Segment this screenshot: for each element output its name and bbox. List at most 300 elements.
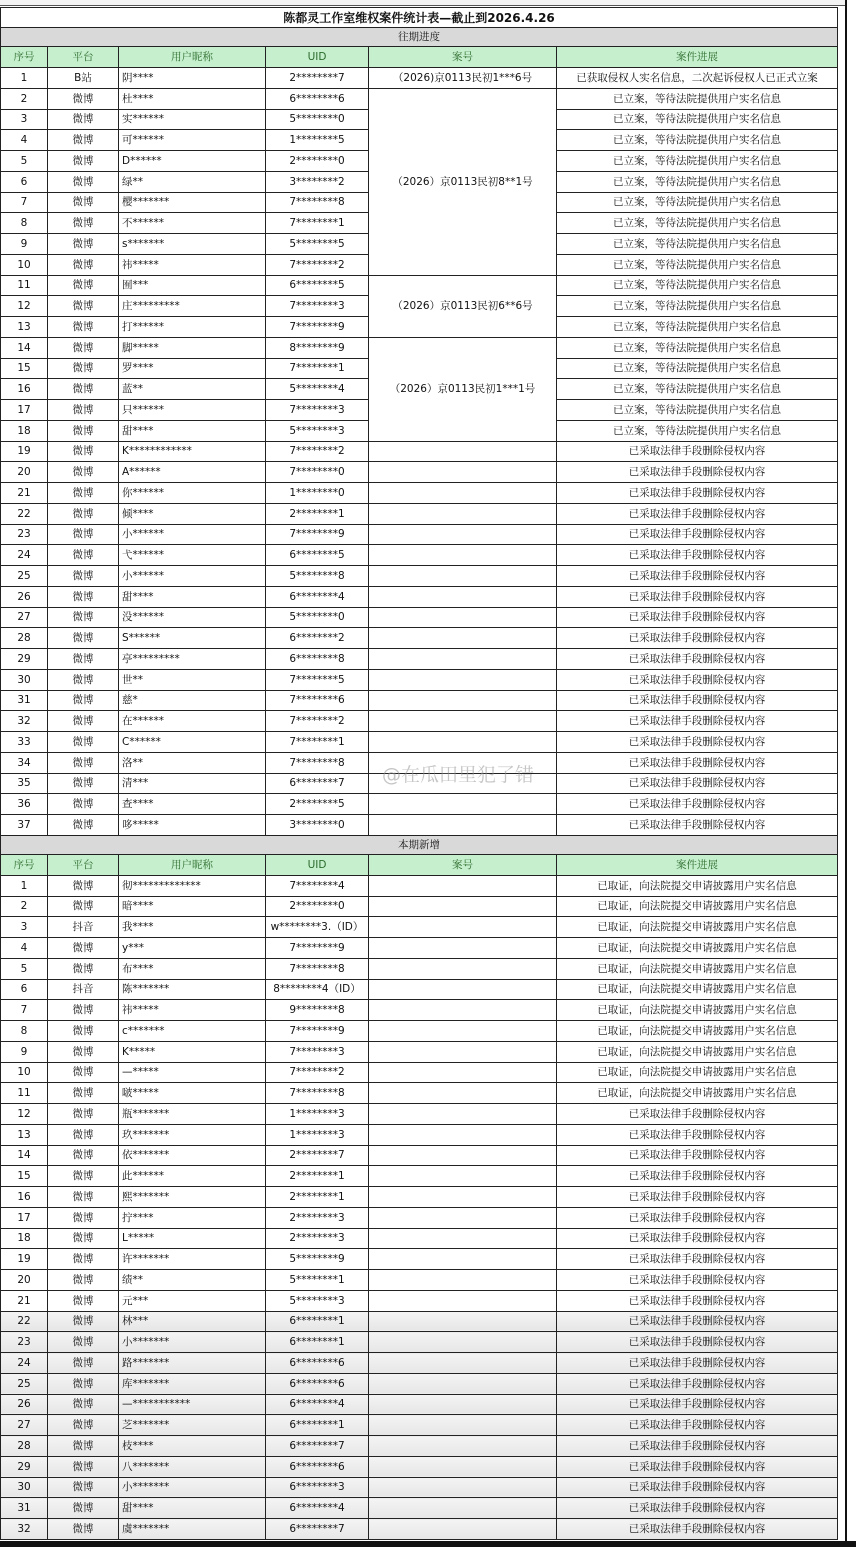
case-progress: 已取证，向法院提交申请披露用户实名信息: [557, 1083, 838, 1104]
uid: 7********2: [266, 441, 369, 462]
nickname: L*****: [119, 1228, 266, 1249]
table-row: [1, 1311, 838, 1332]
case-number: [369, 1228, 557, 1249]
nickname: 小******: [119, 566, 266, 587]
table-row: [1, 896, 838, 917]
table-row: [1, 649, 838, 670]
platform: 微博: [48, 773, 119, 794]
case-progress: 已取证，向法院提交申请披露用户实名信息: [557, 1000, 838, 1021]
platform: 微博: [48, 1228, 119, 1249]
uid: 7********1: [266, 732, 369, 753]
case-progress: 已采取法律手段删除侵权内容: [557, 752, 838, 773]
nickname: 樱*******: [119, 192, 266, 213]
table-row: [1, 979, 838, 1000]
row-number: 2: [1, 88, 48, 109]
platform: 抖音: [48, 917, 119, 938]
case-number: [369, 815, 557, 836]
uid: 6********3: [266, 1477, 369, 1498]
row-number: 36: [1, 794, 48, 815]
platform: 微博: [48, 545, 119, 566]
row-number: 30: [1, 1477, 48, 1498]
uid: 9********8: [266, 1000, 369, 1021]
header-row: [1, 47, 838, 68]
platform: 微博: [48, 1373, 119, 1394]
case-progress: 已取证，向法院提交申请披露用户实名信息: [557, 896, 838, 917]
nickname: 祎*****: [119, 254, 266, 275]
platform: 微博: [48, 1207, 119, 1228]
case-progress: 已采取法律手段删除侵权内容: [557, 1311, 838, 1332]
uid: 6********4: [266, 1394, 369, 1415]
uid: 6********5: [266, 275, 369, 296]
table-row: [1, 483, 838, 504]
right-border: [845, 0, 856, 1547]
case-number: [369, 1332, 557, 1353]
case-number: [369, 1187, 557, 1208]
header-case-number: 案号: [369, 47, 557, 68]
table-row: [1, 1083, 838, 1104]
uid: 7********4: [266, 875, 369, 896]
case-progress: 已立案，等待法院提供用户实名信息: [557, 400, 838, 421]
table-row: [1, 68, 838, 89]
uid: 2********1: [266, 1166, 369, 1187]
case-number: [369, 1456, 557, 1477]
uid: 6********6: [266, 88, 369, 109]
case-progress: 已采取法律手段删除侵权内容: [557, 732, 838, 753]
platform: 微博: [48, 1498, 119, 1519]
uid: 2********1: [266, 1187, 369, 1208]
platform: 微博: [48, 1353, 119, 1374]
nickname: 路*******: [119, 1353, 266, 1374]
case-progress: 已取证，向法院提交申请披露用户实名信息: [557, 917, 838, 938]
uid: 6********6: [266, 1353, 369, 1374]
header-row: [1, 854, 838, 875]
uid: 5********5: [266, 234, 369, 255]
nickname: 小*******: [119, 1332, 266, 1353]
section-past: [1, 28, 838, 47]
case-number: [369, 1270, 557, 1291]
nickname: 可******: [119, 130, 266, 151]
case-progress: 已立案，等待法院提供用户实名信息: [557, 192, 838, 213]
row-number: 28: [1, 1436, 48, 1457]
row-number: 27: [1, 607, 48, 628]
row-number: 8: [1, 1021, 48, 1042]
uid: 6********6: [266, 1373, 369, 1394]
row-number: 16: [1, 1187, 48, 1208]
case-progress: 已取证，向法院提交申请披露用户实名信息: [557, 1041, 838, 1062]
case-number: [369, 979, 557, 1000]
platform: 微博: [48, 1249, 119, 1270]
row-number: 25: [1, 1373, 48, 1394]
case-progress: 已采取法律手段删除侵权内容: [557, 524, 838, 545]
case-number: [369, 669, 557, 690]
case-number: [369, 1311, 557, 1332]
nickname: y***: [119, 938, 266, 959]
uid: 7********2: [266, 1062, 369, 1083]
nickname: 元***: [119, 1290, 266, 1311]
row-number: 12: [1, 296, 48, 317]
uid: 6********5: [266, 545, 369, 566]
platform: 微博: [48, 296, 119, 317]
case-progress: 已采取法律手段删除侵权内容: [557, 711, 838, 732]
row-number: 32: [1, 1519, 48, 1540]
table-row: [1, 815, 838, 836]
platform: 微博: [48, 1519, 119, 1540]
nickname: A******: [119, 462, 266, 483]
row-number: 5: [1, 151, 48, 172]
row-number: 2: [1, 896, 48, 917]
table-row: [1, 524, 838, 545]
row-number: 23: [1, 1332, 48, 1353]
case-progress: 已采取法律手段删除侵权内容: [557, 1373, 838, 1394]
platform: 微博: [48, 711, 119, 732]
row-number: 35: [1, 773, 48, 794]
case-progress: 已取证，向法院提交申请披露用户实名信息: [557, 875, 838, 896]
table-row: [1, 1124, 838, 1145]
nickname: 陈*******: [119, 979, 266, 1000]
uid: 7********8: [266, 752, 369, 773]
nickname: 啵*****: [119, 1083, 266, 1104]
case-number: [369, 1021, 557, 1042]
case-progress: 已采取法律手段删除侵权内容: [557, 1456, 838, 1477]
case-number: （2026）京0113民初8**1号: [369, 88, 557, 275]
case-progress: 已取证，向法院提交申请披露用户实名信息: [557, 1062, 838, 1083]
case-number: [369, 773, 557, 794]
nickname: 世**: [119, 669, 266, 690]
table-row: [1, 669, 838, 690]
table-row: [1, 1436, 838, 1457]
platform: 微博: [48, 1166, 119, 1187]
row-number: 3: [1, 109, 48, 130]
platform: 微博: [48, 794, 119, 815]
table-row: [1, 773, 838, 794]
uid: 5********0: [266, 607, 369, 628]
row-number: 22: [1, 1311, 48, 1332]
case-number: [369, 752, 557, 773]
table-row: [1, 917, 838, 938]
row-number: 16: [1, 379, 48, 400]
row-number: 13: [1, 1124, 48, 1145]
row-number: 1: [1, 68, 48, 89]
table-row: [1, 586, 838, 607]
nickname: 哆*****: [119, 815, 266, 836]
row-number: 6: [1, 979, 48, 1000]
nickname: 你******: [119, 483, 266, 504]
uid: 1********3: [266, 1104, 369, 1125]
case-number: [369, 1353, 557, 1374]
table-row: [1, 1228, 838, 1249]
table-row: [1, 503, 838, 524]
row-number: 15: [1, 358, 48, 379]
table-row: [1, 1249, 838, 1270]
case-number: [369, 938, 557, 959]
case-number: [369, 1415, 557, 1436]
nickname: 慈*: [119, 690, 266, 711]
platform: 微博: [48, 88, 119, 109]
nickname: 熙*******: [119, 1187, 266, 1208]
platform: 微博: [48, 317, 119, 338]
header-platform: 平台: [48, 47, 119, 68]
row-number: 19: [1, 441, 48, 462]
platform: 微博: [48, 151, 119, 172]
platform: 微博: [48, 1145, 119, 1166]
table-row: [1, 1394, 838, 1415]
case-number: [369, 545, 557, 566]
uid: 6********6: [266, 1456, 369, 1477]
row-number: 28: [1, 628, 48, 649]
case-progress: 已立案，等待法院提供用户实名信息: [557, 337, 838, 358]
case-progress: 已采取法律手段删除侵权内容: [557, 1415, 838, 1436]
platform: 微博: [48, 1436, 119, 1457]
platform: 微博: [48, 337, 119, 358]
case-progress: 已取证，向法院提交申请披露用户实名信息: [557, 1021, 838, 1042]
table-row: [1, 711, 838, 732]
nickname: 罗****: [119, 358, 266, 379]
uid: 7********3: [266, 296, 369, 317]
uid: 7********9: [266, 524, 369, 545]
row-number: 13: [1, 317, 48, 338]
row-number: 29: [1, 649, 48, 670]
header-case-progress: 案件进展: [557, 47, 838, 68]
nickname: 小*******: [119, 1477, 266, 1498]
table-row: [1, 1000, 838, 1021]
uid: 2********7: [266, 1145, 369, 1166]
nickname: 枝****: [119, 1436, 266, 1457]
row-number: 11: [1, 1083, 48, 1104]
uid: 7********5: [266, 669, 369, 690]
platform: 微博: [48, 1311, 119, 1332]
header-case-progress: 案件进展: [557, 854, 838, 875]
platform: 微博: [48, 420, 119, 441]
row-number: 10: [1, 254, 48, 275]
table-row: [1, 1415, 838, 1436]
case-progress: 已采取法律手段删除侵权内容: [557, 1104, 838, 1125]
case-number: [369, 1166, 557, 1187]
case-progress: 已采取法律手段删除侵权内容: [557, 607, 838, 628]
nickname: 甜****: [119, 586, 266, 607]
platform: 微博: [48, 1124, 119, 1145]
uid: 7********9: [266, 1021, 369, 1042]
uid: 2********7: [266, 68, 369, 89]
nickname: 没******: [119, 607, 266, 628]
platform: 微博: [48, 192, 119, 213]
uid: 8********4（ID）: [266, 979, 369, 1000]
row-number: 20: [1, 1270, 48, 1291]
row-number: 1: [1, 875, 48, 896]
table-row: [1, 441, 838, 462]
uid: 7********8: [266, 192, 369, 213]
case-number: [369, 875, 557, 896]
case-progress: 已采取法律手段删除侵权内容: [557, 545, 838, 566]
uid: 6********7: [266, 1519, 369, 1540]
uid: 8********9: [266, 337, 369, 358]
uid: 1********3: [266, 1124, 369, 1145]
platform: 微博: [48, 275, 119, 296]
platform: 微博: [48, 213, 119, 234]
case-number: [369, 524, 557, 545]
platform: 微博: [48, 1290, 119, 1311]
platform: 微博: [48, 1332, 119, 1353]
platform: 微博: [48, 1104, 119, 1125]
row-number: 12: [1, 1104, 48, 1125]
platform: 微博: [48, 566, 119, 587]
platform: 微博: [48, 1062, 119, 1083]
uid: 5********4: [266, 379, 369, 400]
nickname: 彻*************: [119, 875, 266, 896]
case-number: [369, 1062, 557, 1083]
row-number: 3: [1, 917, 48, 938]
nickname: c*******: [119, 1021, 266, 1042]
uid: 7********9: [266, 317, 369, 338]
case-number: [369, 1373, 557, 1394]
case-progress: 已取证，向法院提交申请披露用户实名信息: [557, 979, 838, 1000]
row-number: 4: [1, 130, 48, 151]
nickname: 不******: [119, 213, 266, 234]
uid: 7********2: [266, 711, 369, 732]
case-number: [369, 917, 557, 938]
case-progress: 已立案，等待法院提供用户实名信息: [557, 151, 838, 172]
platform: 微博: [48, 1270, 119, 1291]
case-progress: 已立案，等待法院提供用户实名信息: [557, 213, 838, 234]
nickname: 实******: [119, 109, 266, 130]
nickname: 在******: [119, 711, 266, 732]
table-row: [1, 752, 838, 773]
case-number: （2026)京0113民初1***6号: [369, 68, 557, 89]
case-number: [369, 1498, 557, 1519]
table-row: [1, 1166, 838, 1187]
table-row: [1, 462, 838, 483]
case-number: [369, 958, 557, 979]
table-row: [1, 545, 838, 566]
table-row: [1, 275, 838, 296]
nickname: 玖*******: [119, 1124, 266, 1145]
row-number: 24: [1, 1353, 48, 1374]
case-number: [369, 1519, 557, 1540]
case-progress: 已采取法律手段删除侵权内容: [557, 1228, 838, 1249]
case-progress: 已立案，等待法院提供用户实名信息: [557, 254, 838, 275]
case-progress: 已取证，向法院提交申请披露用户实名信息: [557, 958, 838, 979]
platform: 微博: [48, 462, 119, 483]
case-number: [369, 1249, 557, 1270]
section-current: [1, 835, 838, 854]
case-progress: 已采取法律手段删除侵权内容: [557, 586, 838, 607]
uid: 7********3: [266, 1041, 369, 1062]
table-row: [1, 1145, 838, 1166]
platform: 微博: [48, 752, 119, 773]
case-progress: 已立案，等待法院提供用户实名信息: [557, 275, 838, 296]
case-number: （2026）京0113民初1***1号: [369, 337, 557, 441]
nickname: 祎*****: [119, 1000, 266, 1021]
nickname: 绩**: [119, 1270, 266, 1291]
uid: 6********1: [266, 1332, 369, 1353]
uid: 5********3: [266, 1290, 369, 1311]
nickname: s*******: [119, 234, 266, 255]
row-number: 34: [1, 752, 48, 773]
row-number: 18: [1, 1228, 48, 1249]
nickname: 甜****: [119, 1498, 266, 1519]
table-row: [1, 1041, 838, 1062]
case-progress: 已立案，等待法院提供用户实名信息: [557, 130, 838, 151]
row-number: 4: [1, 938, 48, 959]
platform: 抖音: [48, 979, 119, 1000]
table-row: [1, 337, 838, 358]
uid: 6********2: [266, 628, 369, 649]
nickname: 此******: [119, 1166, 266, 1187]
nickname: S******: [119, 628, 266, 649]
case-progress: 已立案，等待法院提供用户实名信息: [557, 420, 838, 441]
nickname: 阴****: [119, 68, 266, 89]
platform: 微博: [48, 649, 119, 670]
row-number: 23: [1, 524, 48, 545]
case-number: [369, 1000, 557, 1021]
platform: 微博: [48, 1415, 119, 1436]
nickname: 只******: [119, 400, 266, 421]
uid: 2********0: [266, 151, 369, 172]
case-number: [369, 896, 557, 917]
nickname: 清***: [119, 773, 266, 794]
case-number: [369, 1290, 557, 1311]
row-number: 29: [1, 1456, 48, 1477]
case-statistics-table: [0, 7, 838, 1540]
nickname: 八*******: [119, 1456, 266, 1477]
platform: 微博: [48, 254, 119, 275]
table-row: [1, 732, 838, 753]
platform: 微博: [48, 400, 119, 421]
case-progress: 已立案，等待法院提供用户实名信息: [557, 88, 838, 109]
nickname: 蓝**: [119, 379, 266, 400]
uid: 7********1: [266, 213, 369, 234]
case-progress: 已采取法律手段删除侵权内容: [557, 815, 838, 836]
table-row: [1, 794, 838, 815]
platform: 微博: [48, 1477, 119, 1498]
table-row: [1, 1187, 838, 1208]
platform: 微博: [48, 896, 119, 917]
row-number: 14: [1, 337, 48, 358]
uid: 7********0: [266, 462, 369, 483]
nickname: 许*******: [119, 1249, 266, 1270]
uid: 2********3: [266, 1207, 369, 1228]
nickname: 我****: [119, 917, 266, 938]
case-number: [369, 503, 557, 524]
nickname: 庄*********: [119, 296, 266, 317]
platform: 微博: [48, 1041, 119, 1062]
platform: 微博: [48, 938, 119, 959]
nickname: 虞*******: [119, 1519, 266, 1540]
table-row: [1, 88, 838, 109]
platform: 微博: [48, 1394, 119, 1415]
table-row: [1, 1021, 838, 1042]
platform: 微博: [48, 875, 119, 896]
row-number: 21: [1, 483, 48, 504]
nickname: 库*******: [119, 1373, 266, 1394]
nickname: —***********: [119, 1394, 266, 1415]
case-progress: 已采取法律手段删除侵权内容: [557, 773, 838, 794]
watermark: @在瓜田里犯了错: [382, 764, 535, 786]
uid: 7********1: [266, 358, 369, 379]
table-row: [1, 1207, 838, 1228]
nickname: 小******: [119, 524, 266, 545]
row-number: 26: [1, 586, 48, 607]
nickname: 依*******: [119, 1145, 266, 1166]
header-uid: UID: [266, 854, 369, 875]
platform: 微博: [48, 586, 119, 607]
platform: B站: [48, 68, 119, 89]
row-number: 7: [1, 1000, 48, 1021]
row-number: 11: [1, 275, 48, 296]
case-number: [369, 1394, 557, 1415]
uid: 6********8: [266, 649, 369, 670]
uid: 6********7: [266, 1436, 369, 1457]
case-progress: 已采取法律手段删除侵权内容: [557, 1519, 838, 1540]
